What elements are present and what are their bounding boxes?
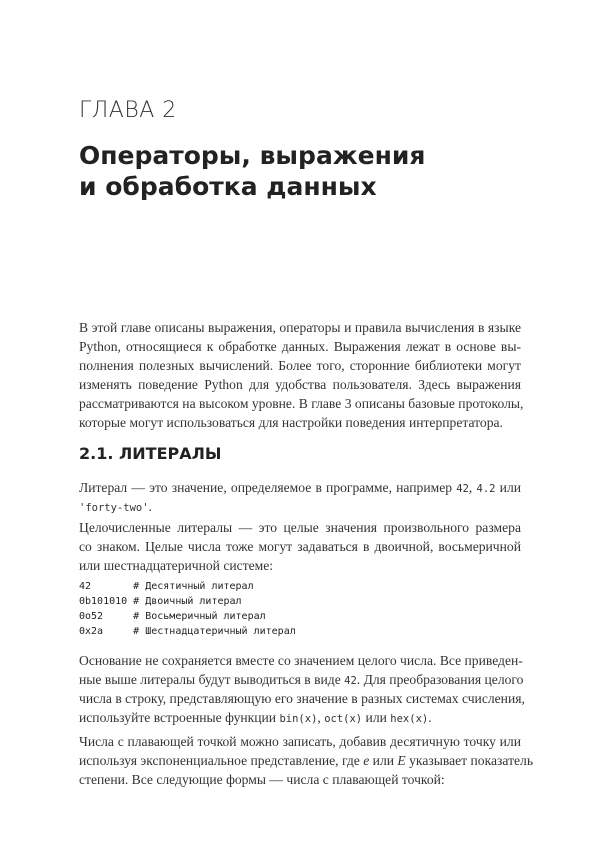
text-run: e [363,753,370,768]
text-line [79,337,521,356]
text-run: , [468,480,477,495]
text-line [79,537,521,556]
text-line [79,732,521,751]
literal-definition-paragraph [79,478,521,516]
intro-paragraph [79,318,524,432]
text-line [79,651,521,670]
text-run: используйте встроенные функции [79,710,280,725]
code-line: 0b101010 # Двоичный литерал [79,596,242,607]
chapter-title-line: и обработка данных [79,172,377,201]
base-note-paragraph [79,651,525,727]
text-run: со знаком. Целые числа тоже могут задаваться в двоичной, восьмеричной [79,539,521,554]
code-example [79,579,521,639]
text-run: Литерал — это значение, определяемое в программе, например [79,480,457,495]
text-line [79,413,521,432]
text-run: или [495,480,522,495]
text-line [79,356,521,375]
inline-code: 4.2 [476,483,496,495]
inline-code: hex(x) [390,713,429,725]
text-run: числа в строку, представляющую его значение в разных системах счисления, [79,691,525,706]
chapter-title-line: Операторы, выражения [79,141,426,170]
section-heading: 2.1. ЛИТЕРАЛЫ [79,444,222,463]
text-run: ные выше литералы будут выводиться в виде [79,672,345,687]
integer-literals-paragraph [79,518,521,575]
text-line [79,751,534,770]
text-run: . [148,499,152,514]
text-run: рассматриваются на высоком уровне. В главе 3 описаны базовые протоколы, [79,396,524,411]
text-line [79,670,524,689]
inline-code: oct(x) [324,713,363,725]
text-run: Основание не сохраняется вместе со значением целого числа. Все приведен- [79,653,523,668]
text-line [79,708,521,727]
text-line [79,478,521,497]
text-line [79,689,525,708]
inline-code: bin(x) [279,713,318,725]
text-run: полнения полезных вычислений. Более того, сторонние библиотеки могут [79,358,521,373]
text-run: , [317,710,325,725]
inline-code: 'forty-two' [79,502,149,514]
inline-code: 42 [344,675,357,687]
text-run: или шестнадцатеричной системе: [79,558,274,573]
text-run: используя экспоненциальное представление, где [79,753,364,768]
text-line [79,518,521,537]
text-run: или [369,753,398,768]
text-run: которые могут использоваться для настройки поведения интерпретатора. [79,415,503,430]
text-run: Python, относящиеся к обработке данных. Выражения лежат в основе вы- [79,339,521,354]
text-line [79,375,521,394]
text-line [79,318,521,337]
text-run: или [362,710,391,725]
text-run: изменять поведение Python для удобства пользователя. Здесь выражения [79,377,521,392]
text-run: E [397,753,406,768]
text-line [79,497,521,516]
text-run: степени. Все следующие формы — числа с плавающей точкой: [79,772,445,787]
text-run: . [428,710,432,725]
text-line [79,770,521,789]
chapter-title [79,140,521,202]
text-run: указывает показатель [405,753,534,768]
inline-code: 42 [456,483,469,495]
chapter-label: ГЛАВА 2 [79,98,177,123]
code-line: 0o52 # Восьмеричный литерал [79,611,266,622]
text-line [79,556,521,575]
text-run: Числа с плавающей точкой можно записать, добавив десятичную точку или [79,734,521,749]
text-line [79,394,524,413]
float-literals-paragraph [79,732,534,789]
text-run: . Для преобразования целого [356,672,524,687]
text-run: Целочисленные литералы — это целые значения произвольного размера [79,520,521,535]
text-run: В этой главе описаны выражения, операторы и правила вычисления в языке [79,320,521,335]
code-line: 0x2a # Шестнадцатеричный литерал [79,626,296,637]
code-line: 42 # Десятичный литерал [79,581,254,592]
